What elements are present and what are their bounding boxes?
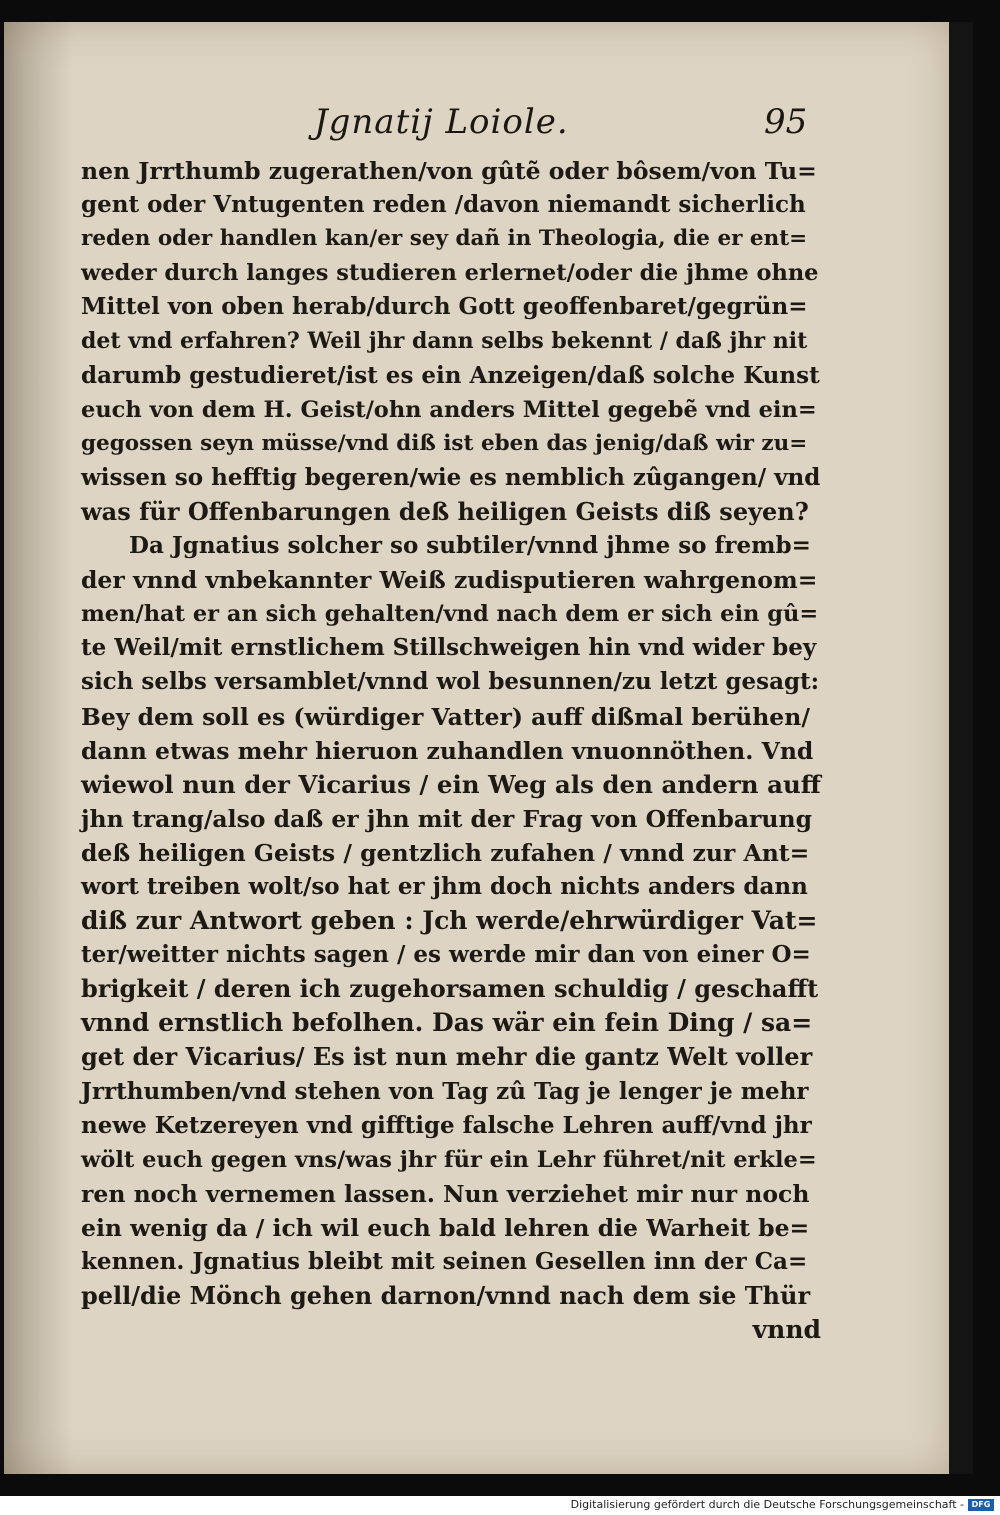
text-line: was für Offenbarungen deß heiligen Geists diß seyen? [81, 496, 809, 526]
text-line: wissen so hefftig begeren/wie es nemblich zûgangen/ vnd [81, 463, 821, 491]
body-text [81, 154, 821, 1347]
text-line: det vnd erfahren? Weil jhr dann selbs bekennt / daß jhr nit [81, 328, 808, 355]
page-gutter-shadow [4, 22, 74, 1474]
text-line: diß zur Antwort geben : Jch werde/ehrwürdiger Vat= [81, 906, 818, 936]
text-line: gegossen seyn müsse/vnd diß ist eben das jenig/daß wir zu= [81, 430, 808, 456]
text-line: nen Jrrthumb zugerathen/von gûtẽ oder bôsem/von Tu= [81, 157, 817, 185]
text-line: deß heiligen Geists / gentzlich zufahen / vnnd zur Ant= [81, 838, 810, 867]
catchword: vnnd [752, 1315, 821, 1345]
text-line: Jrrthumben/vnd stehen von Tag zû Tag je lenger je mehr [81, 1077, 809, 1105]
text-line: ren noch vernemen lassen. Nun verziehet mir nur noch [81, 1179, 810, 1208]
text-line: wort treiben wolt/so hat er jhm doch nichts anders dann [81, 872, 808, 900]
text-line: ter/weitter nichts sagen / es werde mir dan von einer O= [81, 941, 811, 969]
text-line: get der Vicarius/ Es ist nun mehr die gantz Welt voller [81, 1042, 813, 1072]
text-line: dann etwas mehr hieruon zuhandlen vnuonnöthen. Vnd [81, 736, 814, 765]
text-line: vnnd ernstlich befolhen. Das wär ein fein Ding / sa= [81, 1008, 813, 1038]
paragraph-start-line: Da Jgnatius solcher so subtiler/vnnd jhme so fremb= [129, 532, 811, 560]
text-line: wölt euch gegen vns/was jhr für ein Lehr führet/nit erkle= [81, 1146, 817, 1173]
text-line: weder durch langes studieren erlernet/oder die jhme ohne [81, 260, 819, 287]
text-line: Bey dem soll es (würdiger Vatter) auff dißmal berühen/ [81, 702, 810, 731]
text-line: sich selbs versamblet/vnnd wol besunnen/zu letzt gesagt: [81, 668, 820, 696]
text-line: brigkeit / deren ich zugehorsamen schuldig / geschafft [81, 974, 819, 1004]
running-title: Jgnatij Loiole. [314, 102, 569, 142]
dfg-logo: DFG [968, 1499, 994, 1511]
text-line: der vnnd vnbekannter Weiß zudisputieren wahrgenom= [81, 566, 818, 595]
funding-credit: Digitalisierung gefördert durch die Deutsche Forschungsgemeinschaft - [570, 1498, 964, 1511]
text-line: newe Ketzereyen vnd gifftige falsche Lehren auff/vnd jhr [81, 1111, 812, 1139]
text-line: jhn trang/also daß er jhn mit der Frag von Offenbarung [81, 804, 813, 833]
text-line: te Weil/mit ernstlichem Stillschweigen hin vnd wider bey [81, 634, 817, 662]
book-page [4, 22, 949, 1474]
page-edge-shadow [949, 22, 973, 1474]
text-line: euch von dem H. Geist/ohn anders Mittel gegebẽ vnd ein= [81, 396, 817, 423]
text-line: darumb gestudieret/ist es ein Anzeigen/daß solche Kunst [81, 361, 820, 389]
text-line: Mittel von oben herab/durch Gott geoffenbaret/gegrün= [81, 293, 808, 321]
running-head [4, 102, 949, 148]
text-line: ein wenig da / ich wil euch bald lehren die Warheit be= [81, 1213, 810, 1242]
page-number: 95 [764, 102, 808, 142]
text-line: kennen. Jgnatius bleibt mit seinen Gesellen inn der Ca= [81, 1248, 808, 1275]
text-line: men/hat er an sich gehalten/vnd nach dem er sich ein gû= [81, 601, 819, 628]
text-line: wiewol nun der Vicarius / ein Weg als den andern auff [81, 769, 821, 799]
text-line: pell/die Mönch gehen darnon/vnnd nach dem sie Thür [81, 1281, 811, 1311]
text-line: reden oder handlen kan/er sey dañ in Theologia, die er ent= [81, 226, 808, 252]
footer-bar [0, 1496, 1000, 1515]
text-line: gent oder Vntugenten reden /davon niemandt sicherlich [81, 191, 806, 219]
